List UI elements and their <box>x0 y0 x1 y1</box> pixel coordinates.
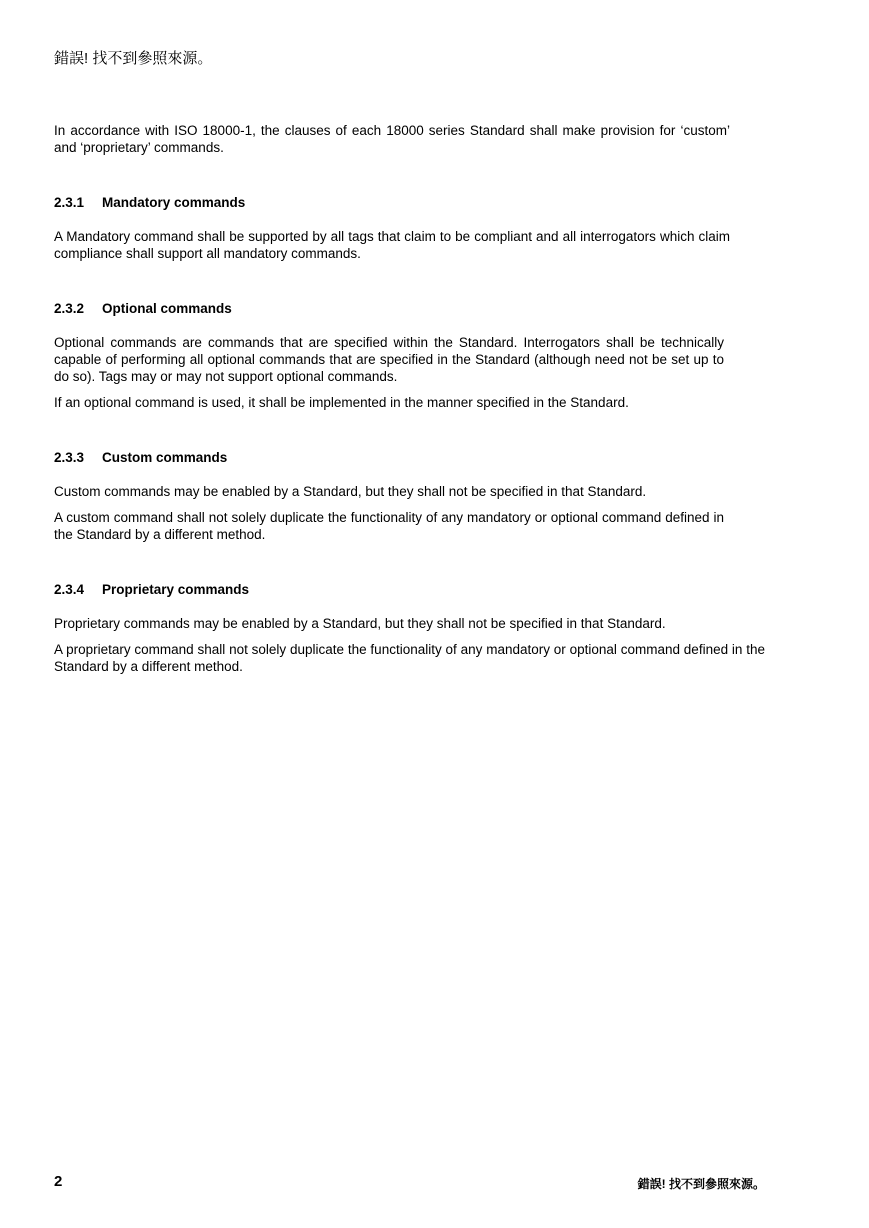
body-paragraph: A proprietary command shall not solely duplicate the functionality of any mandatory or optional command defined in the Standard by a different method. <box>54 642 765 674</box>
section-heading-proprietary <box>54 581 765 598</box>
section-number: 2.3.3 <box>54 450 85 465</box>
body-paragraph: A custom command shall not solely duplicate the functionality of any mandatory or optional command defined in the Standard by a different method. <box>54 510 724 542</box>
document-body <box>54 122 765 675</box>
intro-paragraph: In accordance with ISO 18000-1, the clauses of each 18000 series Standard shall make provision for ‘custom’ and ‘proprietary’ commands. <box>54 123 730 155</box>
section-title: Custom commands <box>102 450 228 465</box>
body-paragraph: If an optional command is used, it shall be implemented in the manner specified in the Standard. <box>54 395 629 410</box>
section-heading-optional <box>54 300 765 317</box>
body-paragraph: A Mandatory command shall be supported by all tags that claim to be compliant and all interrogators which claim compliance shall support all mandatory commands. <box>54 229 730 261</box>
section-number: 2.3.1 <box>54 195 85 210</box>
body-paragraph: Proprietary commands may be enabled by a Standard, but they shall not be specified in that Standard. <box>54 616 666 631</box>
section-number: 2.3.4 <box>54 582 85 597</box>
section-heading-mandatory <box>54 194 765 211</box>
body-paragraph: Optional commands are commands that are specified within the Standard. Interrogators shall be technically capable of performing all optional commands that are specified in the Standard (although need not be set up to do so). Tags may or may not support optional commands. <box>54 335 724 384</box>
section-number: 2.3.2 <box>54 301 85 316</box>
section-title: Proprietary commands <box>102 582 250 597</box>
page-number: 2 <box>54 1173 63 1190</box>
footer-reference-error: 錯誤! 找不到參照來源。 <box>637 1177 765 1191</box>
section-heading-custom <box>54 449 765 466</box>
section-title: Optional commands <box>102 301 232 316</box>
header-reference-error: 錯誤! 找不到參照來源。 <box>54 50 213 67</box>
section-title: Mandatory commands <box>102 195 246 210</box>
body-paragraph: Custom commands may be enabled by a Standard, but they shall not be specified in that Standard. <box>54 484 647 499</box>
